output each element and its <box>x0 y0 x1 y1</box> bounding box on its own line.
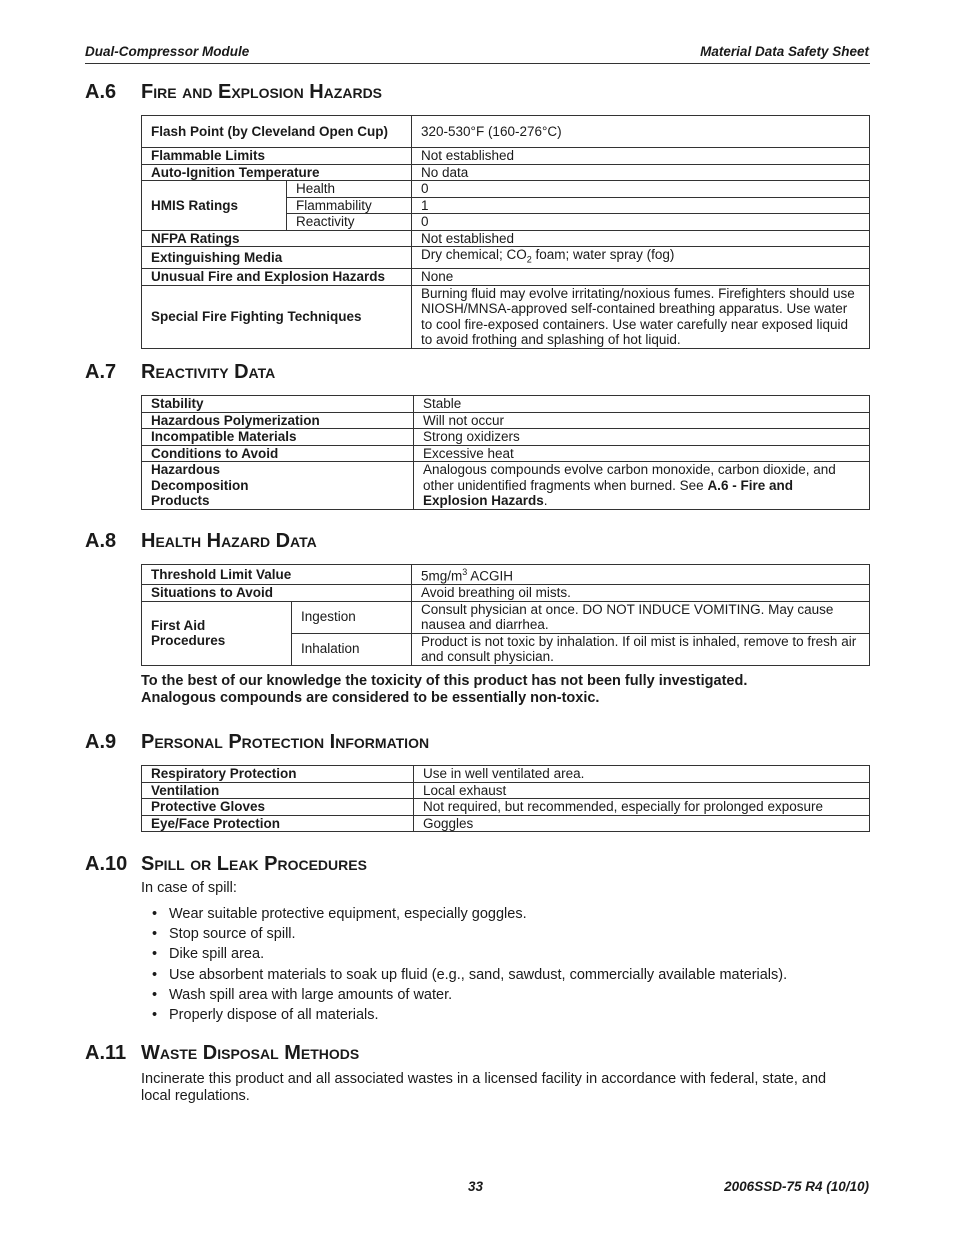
row-value: Strong oxidizers <box>414 429 870 446</box>
row-label: Respiratory Protection <box>142 766 414 783</box>
row-label: NFPA Ratings <box>142 230 412 247</box>
row-value: Stable <box>414 396 870 413</box>
table-row <box>142 601 870 633</box>
sub-label: Inhalation <box>292 633 412 665</box>
value-part: ACGIH <box>467 568 514 584</box>
row-label: Situations to Avoid <box>142 585 412 602</box>
row-value: Not required, but recommended, especially for prolonged exposure <box>414 799 870 816</box>
row-label: Ventilation <box>142 782 414 799</box>
table-row <box>142 230 870 247</box>
table-row <box>142 181 870 198</box>
row-value: Will not occur <box>414 412 870 429</box>
row-value: Burning fluid may evolve irritating/noxious fumes. Firefighters should use NIOSH/MNSA-approved self-contained breathing apparatus. Use water to cool fire-exposed containers. Use water carefully near exposed liquid to avoid frothing and splashing of hot liquid. <box>412 285 870 348</box>
row-label: Special Fire Fighting Techniques <box>142 285 412 348</box>
bullet: • <box>152 906 158 922</box>
row-label: Extinguishing Media <box>142 247 412 269</box>
section-number: A.9 <box>85 731 117 753</box>
section-number: A.11 <box>85 1042 127 1064</box>
row-value: Not established <box>412 148 870 165</box>
bullet: • <box>152 1006 158 1023</box>
table-row <box>142 396 870 413</box>
row-label: Stability <box>142 396 414 413</box>
list-item-text: Wash spill area with large amounts of water. <box>169 986 453 1003</box>
section-title: Reactivity Data <box>141 361 276 383</box>
subscript: 2 <box>526 254 532 265</box>
table-row <box>142 429 870 446</box>
row-label: Hazardous Polymerization <box>142 412 414 429</box>
section-title: Waste Disposal Methods <box>141 1042 360 1064</box>
page-number: 33 <box>468 1179 484 1194</box>
list-item <box>141 944 787 964</box>
row-value: Consult physician at once. DO NOT INDUCE VOMITING. May cause nausea and diarrhea. <box>412 601 870 633</box>
row-label: Incompatible Materials <box>142 429 414 446</box>
section-a7-heading <box>85 361 275 384</box>
row-label: Unusual Fire and Explosion Hazards <box>142 269 412 286</box>
bullet: • <box>152 966 158 983</box>
value-part: 5mg/m <box>421 568 463 584</box>
section-title: Fire and Explosion Hazards <box>141 81 383 103</box>
sub-label: Ingestion <box>292 601 412 633</box>
section-title: Health Hazard Data <box>141 530 317 552</box>
list-item <box>141 924 787 944</box>
row-value <box>412 565 870 585</box>
row-label: Auto-Ignition Temperature <box>142 164 412 181</box>
toxicity-note: To the best of our knowledge the toxicity of this product has not been fully investigated. Analogous compounds are considered to be essentially non-toxic. <box>141 673 748 706</box>
table-row <box>142 285 870 348</box>
table-row <box>142 462 870 510</box>
section-number: A.7 <box>85 361 117 383</box>
value-part: Analogous compounds evolve carbon monoxide, carbon dioxide, and other unidentified fragments when burned. See <box>423 462 836 493</box>
value-part: Dry chemical; CO <box>421 247 527 262</box>
list-item <box>141 985 787 1005</box>
row-value <box>412 247 870 269</box>
row-label <box>142 601 292 665</box>
cross-reference: A.6 - Fire and Explosion Hazards <box>423 477 793 508</box>
section-a9-heading <box>85 731 429 754</box>
row-value: 320-530°F (160-276°C) <box>412 116 870 148</box>
table-row <box>142 585 870 602</box>
row-value: Product is not toxic by inhalation. If oil mist is inhaled, remove to fresh air and consult physician. <box>412 633 870 665</box>
value-part: foam; water spray (fog) <box>531 247 675 262</box>
spill-list <box>141 904 787 1025</box>
section-title: Spill or Leak Procedures <box>141 853 367 875</box>
sub-label: Flammability <box>287 197 412 214</box>
row-label: Protective Gloves <box>142 799 414 816</box>
row-label <box>142 462 414 510</box>
section-a11-heading <box>85 1042 359 1065</box>
row-value: No data <box>412 164 870 181</box>
bullet: • <box>152 946 158 963</box>
health-hazard-table <box>141 564 870 666</box>
table-row <box>142 116 870 148</box>
protection-table <box>141 765 870 832</box>
list-item-text: Dike spill area. <box>169 946 265 963</box>
row-label: HMIS Ratings <box>142 181 287 231</box>
waste-disposal-text: Incinerate this product and all associated wastes in a licensed facility in accordance with federal, state, and local regulations. <box>141 1071 827 1104</box>
spill-intro: In case of spill: <box>141 880 237 896</box>
section-a10-heading <box>85 853 367 876</box>
table-row <box>142 269 870 286</box>
list-item-text: Wear suitable protective equipment, especially goggles. <box>169 906 527 922</box>
table-row <box>142 766 870 783</box>
row-value: Not established <box>412 230 870 247</box>
first-aid-label: First Aid Procedures <box>151 617 226 648</box>
row-value: 0 <box>412 214 870 231</box>
fire-hazards-table <box>141 115 870 349</box>
row-value: Goggles <box>414 815 870 832</box>
section-number: A.6 <box>85 81 117 103</box>
sub-label: Reactivity <box>287 214 412 231</box>
list-item <box>141 1005 787 1025</box>
superscript: 3 <box>462 567 468 577</box>
reactivity-table <box>141 395 870 510</box>
table-row <box>142 247 870 269</box>
row-value: None <box>412 269 870 286</box>
row-label: Flammable Limits <box>142 148 412 165</box>
table-row <box>142 565 870 585</box>
table-row <box>142 799 870 816</box>
list-item-text: Stop source of spill. <box>169 926 296 943</box>
table-row <box>142 164 870 181</box>
section-number: A.10 <box>85 853 128 875</box>
row-value: 1 <box>412 197 870 214</box>
row-label: Eye/Face Protection <box>142 815 414 832</box>
row-value <box>414 462 870 510</box>
document-number: 2006SSD-75 R4 (10/10) <box>724 1179 869 1194</box>
list-item <box>141 904 787 924</box>
row-value: Use in well ventilated area. <box>414 766 870 783</box>
row-value: Excessive heat <box>414 445 870 462</box>
section-a6-heading <box>85 81 382 104</box>
section-title: Personal Protection Information <box>141 731 430 753</box>
sub-label: Health <box>287 181 412 198</box>
header-rule <box>85 63 870 64</box>
row-label: Flash Point (by Cleveland Open Cup) <box>142 116 412 148</box>
list-item-text: Use absorbent materials to soak up fluid (e.g., sand, sawdust, commercially available materials). <box>169 966 788 983</box>
section-number: A.8 <box>85 530 117 552</box>
bullet: • <box>152 926 158 943</box>
row-label: Conditions to Avoid <box>142 445 414 462</box>
list-item <box>141 965 787 985</box>
list-item-text: Properly dispose of all materials. <box>169 1006 379 1023</box>
row-value: Avoid breathing oil mists. <box>412 585 870 602</box>
section-a8-heading <box>85 530 317 553</box>
row-value: 0 <box>412 181 870 198</box>
table-row <box>142 445 870 462</box>
header-left: Dual-Compressor Module <box>85 44 250 59</box>
bullet: • <box>152 986 158 1003</box>
table-row <box>142 782 870 799</box>
row-value: Local exhaust <box>414 782 870 799</box>
header-right: Material Data Safety Sheet <box>700 44 869 59</box>
row-label: Threshold Limit Value <box>142 565 412 585</box>
value-part: . <box>543 493 548 508</box>
table-row <box>142 412 870 429</box>
table-row <box>142 815 870 832</box>
table-row <box>142 148 870 165</box>
decomp-label: Hazardous Decomposition Products <box>151 462 249 508</box>
